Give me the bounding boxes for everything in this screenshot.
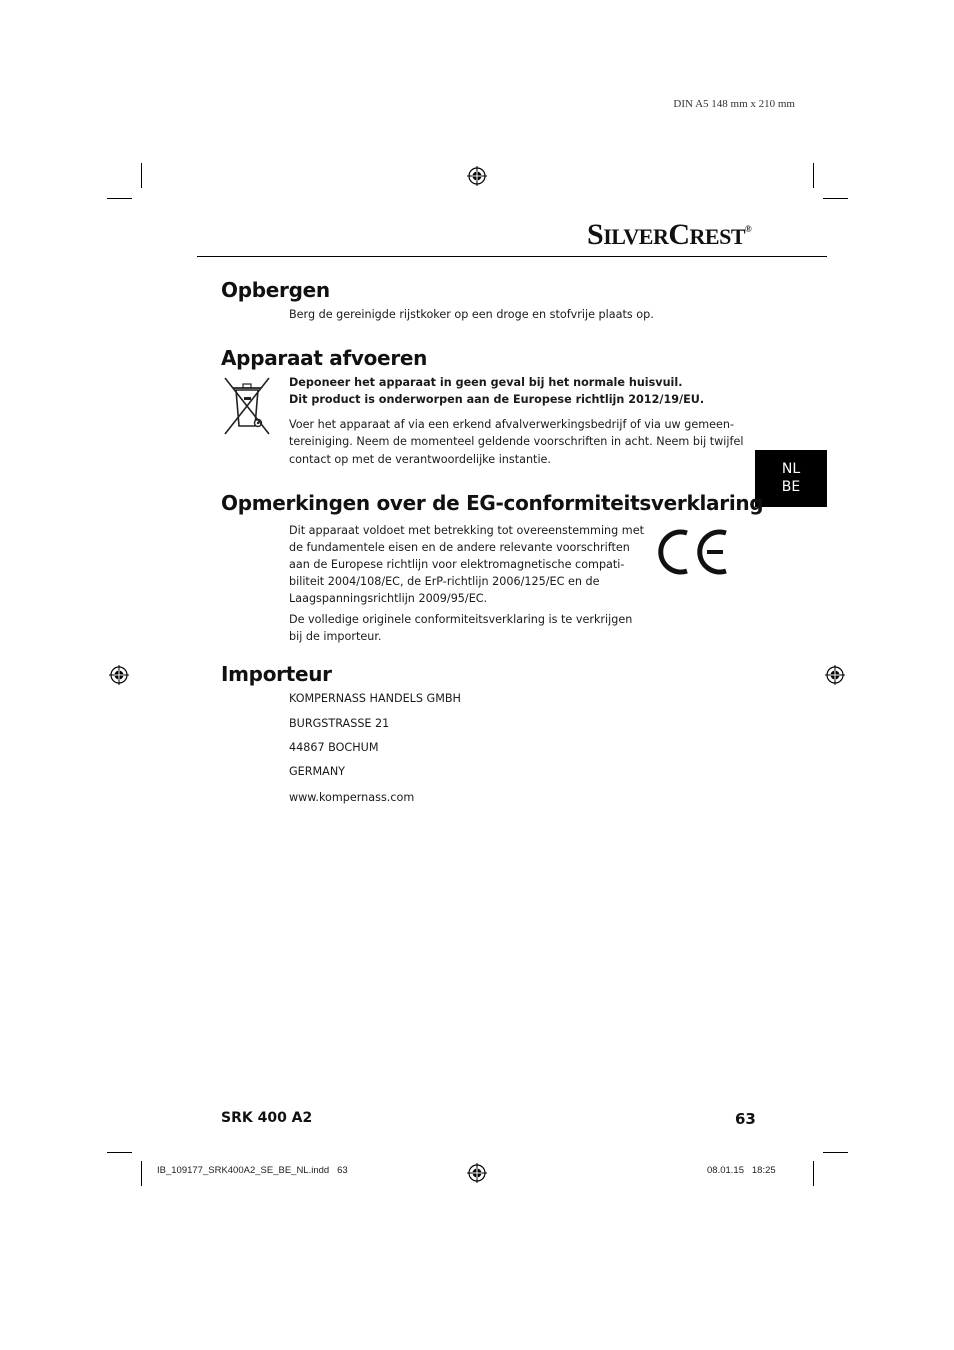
crop-mark bbox=[107, 1152, 132, 1153]
importer-street: BURGSTRASSE 21 bbox=[289, 717, 390, 730]
print-format-label: DIN A5 148 mm x 210 mm bbox=[673, 98, 795, 110]
crop-mark bbox=[813, 1161, 814, 1186]
registration-mark-icon bbox=[467, 1163, 487, 1183]
conformity-text-line: aan de Europese richtlijn voor elektromagnetische compati- bbox=[289, 558, 625, 571]
conformity-text-line: bij de importeur. bbox=[289, 630, 382, 643]
weee-bin-icon bbox=[222, 374, 272, 436]
registration-mark-icon bbox=[825, 665, 845, 685]
conformity-text-line: Dit apparaat voldoet met betrekking tot overeenstemming met bbox=[289, 524, 644, 537]
importer-country: GERMANY bbox=[289, 765, 346, 778]
header-rule bbox=[197, 256, 827, 257]
crop-mark bbox=[107, 198, 132, 199]
section-title-importer: Importeur bbox=[221, 662, 332, 686]
conformity-text-line: De volledige originele conformiteitsverklaring is te verkrijgen bbox=[289, 613, 633, 626]
crop-mark bbox=[823, 198, 848, 199]
section-title-disposal: Apparaat afvoeren bbox=[221, 346, 428, 370]
importer-city: 44867 BOCHUM bbox=[289, 741, 379, 754]
disposal-warning-2: Dit product is onderworpen aan de Europese richtlijn 2012/19/EU. bbox=[289, 393, 705, 406]
conformity-text-line: Laagspanningsrichtlijn 2009/95/EC. bbox=[289, 592, 488, 605]
importer-company: KOMPERNASS HANDELS GMBH bbox=[289, 692, 461, 705]
page-number: 63 bbox=[735, 1110, 756, 1128]
crop-mark bbox=[823, 1152, 848, 1153]
crop-mark bbox=[813, 163, 814, 188]
conformity-text-line: biliteit 2004/108/EC, de ErP-richtlijn 2006/125/EC en de bbox=[289, 575, 600, 588]
registration-mark-icon bbox=[109, 665, 129, 685]
ce-mark-icon bbox=[656, 528, 730, 576]
language-tab bbox=[755, 450, 827, 507]
slug-file: IB_109177_SRK400A2_SE_BE_NL.indd 63 bbox=[157, 1165, 348, 1176]
disposal-text-line: Voer het apparaat af via een erkend afvalverwerkingsbedrijf of via uw gemeen- bbox=[289, 418, 735, 431]
brand-logo: SILVERCREST® bbox=[587, 218, 752, 251]
footer-model: SRK 400 A2 bbox=[221, 1110, 313, 1126]
language-tab-line: NL bbox=[781, 461, 801, 477]
disposal-text-line: contact op met de verantwoordelijke instantie. bbox=[289, 453, 551, 466]
section-title-storage: Opbergen bbox=[221, 278, 330, 302]
disposal-warning-1: Deponeer het apparaat in geen geval bij het normale huisvuil. bbox=[289, 376, 683, 389]
importer-website[interactable]: www.kompernass.com bbox=[289, 791, 415, 804]
crop-mark bbox=[141, 1161, 142, 1186]
storage-text: Berg de gereinigde rijstkoker op een droge en stofvrije plaats op. bbox=[289, 308, 654, 321]
crop-mark bbox=[141, 163, 142, 188]
language-tab-line: BE bbox=[781, 479, 801, 495]
conformity-text-line: de fundamentele eisen en de andere relevante voorschriften bbox=[289, 541, 630, 554]
disposal-text-line: tereiniging. Neem de momenteel geldende voorschriften in acht. Neem bij twijfel bbox=[289, 435, 744, 448]
registration-mark-icon bbox=[467, 166, 487, 186]
section-title-conformity: Opmerkingen over de EG-conformiteitsverklaring bbox=[221, 491, 764, 515]
slug-date: 08.01.15 18:25 bbox=[707, 1165, 776, 1176]
